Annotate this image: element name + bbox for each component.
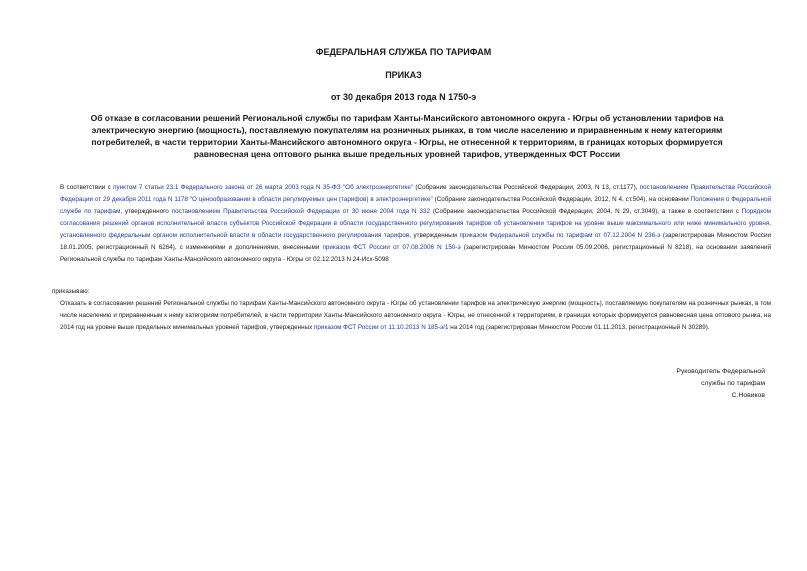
order-word: приказываю: [52,288,90,295]
decision-text: Отказать в согласовании решений Региональной службы по тарифам Ханты-Мансийского автономного округа - Югры об установлении тарифов на электрическую энергию (мощность), поставляемую покупателям на розничных рынках, в том числе населению и приравненным к нему категориям потребителей, в части территории Ханты-Мансийского автономного округа - Югры, не отнесенной к территориям, в границах которых формируется равновесная цена оптового рынка, на 2014 год на уровне выше предельных минимальных уровней тарифов, утвержденных [60,300,771,331]
preamble-text: (Собрание законодательства Российской Федерации, 2003, N 13, ст.1177), [413,184,640,191]
document-date: от 30 декабря 2013 года N 1750-э [330,92,477,102]
order-185-e-link[interactable]: приказом ФСТ России от 11.10.2013 N 185-э/1 [314,324,449,331]
preamble-paragraph [52,182,771,266]
preamble-text: (зарегистрирован Минюстом России 18.01.2005, регистрационный N 6264), с изменениями и дополнениями, внесенными [60,232,771,251]
decision-paragraph [52,298,771,334]
approval-procedure-link[interactable]: Порядком согласования решений органов исполнительной власти субъектов Российской Федерации в области государственного регулирования тарифов об установлении тарифов на уровне выше максимального или ниже минимального уровня, установленного федеральным органом исполнительной власти в области государственного регулирования тарифов [60,208,771,239]
signature-block [676,366,765,402]
preamble-text: (зарегистрирован Минюстом России 05.09.2006, регистрационный N 8218), на основании заявлений Региональной службы по тарифам Ханты-Мансийского автономного округа - Югры от 02.12.2013 N 24-Исх-5098 [60,244,771,263]
resolution-1178-link[interactable]: постановлением Правительства Российской Федерации от 29 декабря 2011 года N 1178 "О ценообразовании в области регулируемых цен (тарифов) в электроэнергетике" [60,184,771,203]
agency-name: ФЕДЕРАЛЬНАЯ СЛУЖБА ПО ТАРИФАМ [315,47,492,57]
preamble-text: , утвержденного [120,208,172,215]
fst-regulation-link[interactable]: Положения о Федеральной службе по тарифам [60,196,772,215]
preamble-text: В соответствии с [60,184,114,191]
preamble-text: , утвержденным [409,232,460,239]
signature-agency: службы по тарифам [701,380,765,387]
signature-position: Руководитель Федеральной [676,368,765,375]
order-236-e-link[interactable]: приказом Федеральной службы по тарифам от 07.12.2004 N 236-э [459,232,661,239]
preamble-text: (Собрание законодательства Российской Федерации, 2012, N 4, ст.504), на основании [432,196,691,203]
resolution-332-link[interactable]: постановлением Правительства Российской Федерации от 30 июня 2004 года N 332 [171,208,430,215]
preamble-text: (Собрание законодательства Российской Федерации, 2004, N 29, ст.3049), а также в соответствии с [429,208,742,215]
decision-text: на 2014 год (зарегистрирован Минюстом России 01.11.2013, регистрационный N 30289). [448,324,710,331]
signature-name: С.Новиков [731,392,765,399]
order-150-e-link[interactable]: приказом ФСТ России от 07.08.2006 N 150-э [322,244,461,251]
document-title: Об отказе в согласовании решений Региональной службы по тарифам Ханты-Мансийского автономного округа - Югры об установлении тарифов на электрическую энергию (мощность), поставляемую покупателям на розничных рынках, в том числе населению и приравненным к нему категориям потребителей, в части территории Ханты-Мансийского автономного округа - Югры, не отнесенной к территориям, в границах которых формируется равновесная цена оптового рынка выше предельных уровней тарифов, утвержденных ФСТ России [90,113,724,159]
document-type: ПРИКАЗ [385,70,422,80]
law-35-fz-link[interactable]: пунктом 7 статьи 23.1 Федерального закона от 26 марта 2003 года N 35-ФЗ "Об электроэнергетике" [113,184,414,191]
